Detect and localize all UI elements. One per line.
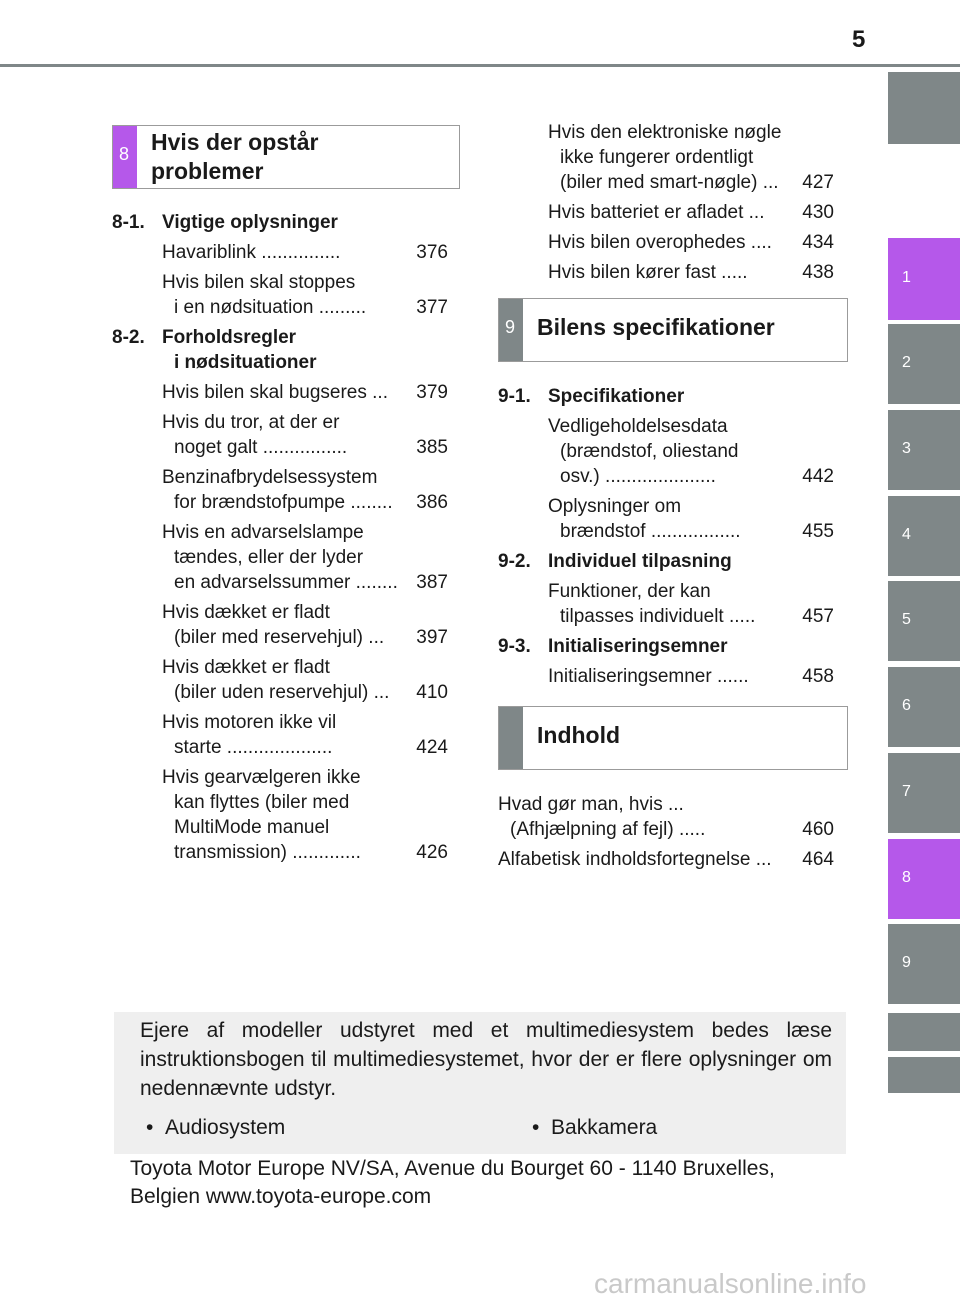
toc-entry[interactable] <box>112 655 448 705</box>
toc-page-number: 464 <box>802 849 834 870</box>
chapter-tab-label: 1 <box>902 269 911 286</box>
toc-entry-line: Hvis dækket er fladt <box>162 657 330 678</box>
toc-chapter-title <box>548 549 732 574</box>
section-title-8 <box>151 128 318 186</box>
toc-page-number: 379 <box>416 382 448 403</box>
chapter-tab-2 <box>888 324 960 404</box>
toc-page-number: 427 <box>802 172 834 193</box>
section-number-index <box>499 707 523 769</box>
toc-page-number: 426 <box>416 842 448 863</box>
chapter-tab-label: 2 <box>902 354 911 371</box>
toc-entry[interactable] <box>498 230 834 255</box>
chapter-tab-label: 8 <box>902 869 911 886</box>
notice-bullet-1 <box>146 1116 285 1140</box>
footer-text: Toyota Motor Europe NV/SA, Avenue du Bourget 60 - 1140 Bruxelles, Belgien www.toyota-europe.com <box>130 1157 775 1208</box>
top-rule <box>0 64 960 67</box>
toc-entry[interactable] <box>112 520 448 595</box>
section-title-9: Bilens specifikationer <box>537 314 775 340</box>
toc-chapter-heading[interactable] <box>112 325 448 375</box>
toc-page-number: 455 <box>802 521 834 542</box>
section-number-8: 8 <box>113 126 137 188</box>
watermark: carmanualsonline.info <box>594 1268 867 1299</box>
toc-entry[interactable] <box>112 600 448 650</box>
toc-entry-text <box>162 600 416 650</box>
toc-entry-line: Funktioner, der kan <box>548 581 711 602</box>
toc-entry-line: transmission) ............. <box>174 842 361 863</box>
toc-chapter-title-line: Forholdsregler <box>162 327 297 348</box>
toc-entry-line: (biler med smart-nøgle) ... <box>560 172 779 193</box>
toc-page-number: 385 <box>416 437 448 458</box>
chapter-tab-3 <box>888 410 960 490</box>
notice-text: Ejere af modeller udstyret med et multimediesystem bedes læse instruktionsbogen til multimediesystemet, hvor der er flere oplysninger om nedennævnte udstyr. <box>140 1019 832 1100</box>
chapter-tab-label: 9 <box>902 954 911 971</box>
toc-chapter-heading[interactable] <box>498 384 834 409</box>
toc-entry-line: (brændstof, oliestand <box>560 441 739 462</box>
toc-section-8-continued <box>498 120 834 285</box>
toc-entry-line: Hvis en advarselslampe <box>162 522 364 543</box>
toc-page-number: 386 <box>416 492 448 513</box>
toc-entry[interactable] <box>498 847 834 872</box>
toc-page-number: 424 <box>416 737 448 758</box>
toc-entry-text <box>498 847 802 872</box>
toc-entry-line: Hvis bilen kører fast ..... <box>548 262 748 283</box>
notice-bullet-2 <box>532 1116 657 1140</box>
toc-entry-text <box>548 260 802 285</box>
toc-section-9 <box>498 384 834 689</box>
toc-entry[interactable] <box>498 494 834 544</box>
toc-entry-line: i en nødsituation ......... <box>174 297 367 318</box>
toc-entry-line: Hvis batteriet er afladet ... <box>548 202 765 223</box>
toc-chapter-number: 9-3. <box>498 636 531 657</box>
toc-entry[interactable] <box>498 120 834 195</box>
toc-entry-line: starte .................... <box>174 737 333 758</box>
toc-chapter-title-line: Specifikationer <box>548 386 685 407</box>
toc-entry-text <box>162 410 416 460</box>
section-header-index <box>498 706 848 770</box>
toc-entry-line: tændes, eller der lyder <box>174 547 364 568</box>
toc-entry-line: Havariblink ............... <box>162 242 341 263</box>
toc-entry[interactable] <box>112 465 448 515</box>
toc-entry-text <box>548 494 802 544</box>
toc-entry[interactable] <box>112 240 448 265</box>
toc-entry[interactable] <box>112 270 448 320</box>
bullet-text: Bakkamera <box>551 1116 658 1139</box>
toc-entry[interactable] <box>498 200 834 225</box>
toc-chapter-heading[interactable] <box>498 634 834 659</box>
toc-chapter-title-line: i nødsituationer <box>174 352 317 373</box>
toc-entry-line: Vedligeholdelsesdata <box>548 416 728 437</box>
toc-entry-line: brændstof ................. <box>560 521 741 542</box>
toc-entry-line: Initialiseringsemner ...... <box>548 666 749 687</box>
bullet-symbol: • <box>532 1116 540 1139</box>
chapter-tab-blank <box>888 1013 960 1051</box>
chapter-tab-4 <box>888 496 960 576</box>
bullet-text: Audiosystem <box>165 1116 286 1139</box>
toc-entry-line: Benzinafbrydelsessystem <box>162 467 378 488</box>
toc-chapter-title <box>548 384 684 409</box>
toc-chapter-heading[interactable] <box>498 549 834 574</box>
toc-entry-line: for brændstofpumpe ........ <box>174 492 393 513</box>
toc-entry-line: Hvis gearvælgeren ikke <box>162 767 361 788</box>
toc-entry-line: Hvis bilen skal stoppes <box>162 272 356 293</box>
toc-page-number: 430 <box>802 202 834 223</box>
toc-entry-line: Oplysninger om <box>548 496 682 517</box>
toc-entry[interactable] <box>498 414 834 489</box>
toc-index <box>498 792 834 872</box>
notice-box <box>114 1012 846 1154</box>
toc-entry-line: tilpasses individuelt ..... <box>560 606 756 627</box>
toc-entry[interactable] <box>112 380 448 405</box>
toc-entry[interactable] <box>112 765 448 865</box>
section-header-8 <box>112 125 460 189</box>
chapter-tab-label: 5 <box>902 611 911 628</box>
toc-chapter-number: 8-1. <box>112 212 145 233</box>
toc-chapter-title-line: Vigtige oplysninger <box>162 212 338 233</box>
toc-chapter-title <box>162 325 317 375</box>
section-title-index: Indhold <box>537 722 621 748</box>
chapter-tab-label: 6 <box>902 697 911 714</box>
toc-entry[interactable] <box>112 410 448 460</box>
toc-entry-text <box>548 664 802 689</box>
toc-chapter-title <box>162 210 338 235</box>
chapter-tab-blank <box>888 72 960 144</box>
toc-entry-text <box>162 710 416 760</box>
toc-entry-line: (biler med reservehjul) ... <box>174 627 385 648</box>
toc-entry-line: Hvad gør man, hvis ... <box>498 794 684 815</box>
toc-chapter-number: 8-2. <box>112 327 145 348</box>
toc-entry-text <box>548 200 802 225</box>
toc-chapter-title <box>548 634 728 659</box>
toc-entry-line: Alfabetisk indholdsfortegnelse ... <box>498 849 772 870</box>
toc-page-number: 387 <box>416 572 448 593</box>
toc-entry[interactable] <box>498 664 834 689</box>
chapter-tab-9 <box>888 924 960 1004</box>
chapter-tab-blank <box>888 1057 960 1093</box>
toc-entry-text <box>162 520 416 595</box>
chapter-tab-label: 3 <box>902 440 911 457</box>
toc-entry[interactable] <box>112 710 448 760</box>
toc-page-number: 434 <box>802 232 834 253</box>
toc-chapter-heading[interactable] <box>112 210 448 235</box>
toc-entry-line: Hvis bilen overophedes .... <box>548 232 772 253</box>
toc-entry-text <box>548 579 802 629</box>
toc-entry-text <box>162 380 416 405</box>
toc-entry-line: ikke fungerer ordentligt <box>560 147 754 168</box>
chapter-tab-label: 4 <box>902 526 911 543</box>
toc-entry-line: (biler uden reservehjul) ... <box>174 682 390 703</box>
toc-entry-line: Hvis den elektroniske nøgle <box>548 122 782 143</box>
toc-entry-text <box>162 765 416 865</box>
toc-entry-line: Hvis du tror, at der er <box>162 412 340 433</box>
toc-entry-text <box>162 655 416 705</box>
toc-entry-text <box>162 465 416 515</box>
toc-chapter-number: 9-1. <box>498 386 531 407</box>
toc-entry-line: Hvis bilen skal bugseres ... <box>162 382 388 403</box>
section-title-8-line2: problemer <box>151 158 264 184</box>
toc-entry-line: MultiMode manuel <box>174 817 330 838</box>
toc-chapter-number: 9-2. <box>498 551 531 572</box>
toc-entry-text <box>162 270 416 320</box>
section-header-9 <box>498 298 848 362</box>
chapter-tab-label: 7 <box>902 783 911 800</box>
toc-page-number: 458 <box>802 666 834 687</box>
toc-entry-line: noget galt ................ <box>174 437 348 458</box>
toc-entry[interactable] <box>498 792 834 842</box>
toc-entry-text <box>548 120 802 195</box>
toc-entry-line: Hvis dækket er fladt <box>162 602 330 623</box>
toc-entry-line: Hvis motoren ikke vil <box>162 712 337 733</box>
toc-entry-text <box>548 230 802 255</box>
section-title-8-line1: Hvis der opstår <box>151 129 319 155</box>
toc-entry[interactable] <box>498 579 834 629</box>
toc-page-number: 460 <box>802 819 834 840</box>
chapter-tab-7 <box>888 753 960 833</box>
toc-entry-line: kan flyttes (biler med <box>174 792 350 813</box>
toc-page-number: 376 <box>416 242 448 263</box>
toc-entry-line: (Afhjælpning af fejl) ..... <box>510 819 706 840</box>
toc-entry-text <box>498 792 802 842</box>
section-number-9: 9 <box>499 299 523 361</box>
toc-chapter-title-line: Initialiseringsemner <box>548 636 728 657</box>
toc-page-number: 442 <box>802 466 834 487</box>
toc-page-number: 410 <box>416 682 448 703</box>
toc-page-number: 397 <box>416 627 448 648</box>
chapter-tab-5 <box>888 581 960 661</box>
chapter-tab-8 <box>888 839 960 919</box>
page-number: 5 <box>852 26 866 53</box>
chapter-tab-6 <box>888 667 960 747</box>
chapter-tab-1 <box>888 238 960 320</box>
bullet-symbol: • <box>146 1116 154 1139</box>
toc-entry[interactable] <box>498 260 834 285</box>
toc-entry-text <box>162 240 416 265</box>
toc-entry-line: en advarselssummer ........ <box>174 572 398 593</box>
toc-chapter-title-line: Individuel tilpasning <box>548 551 732 572</box>
toc-section-8 <box>112 210 448 865</box>
toc-entry-line: osv.) ..................... <box>560 466 716 487</box>
toc-page-number: 438 <box>802 262 834 283</box>
toc-page-number: 457 <box>802 606 834 627</box>
toc-entry-text <box>548 414 802 489</box>
toc-page-number: 377 <box>416 297 448 318</box>
